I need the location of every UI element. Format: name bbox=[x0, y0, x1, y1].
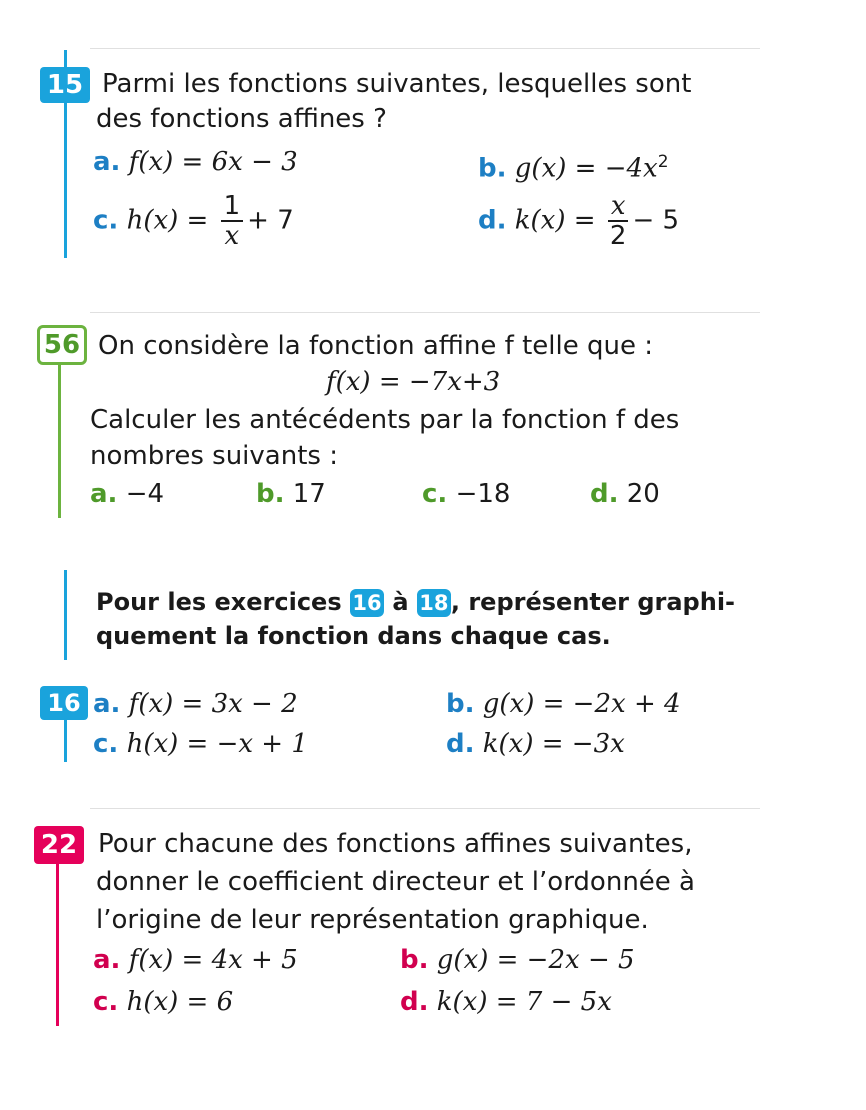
item-value: −4 bbox=[125, 479, 165, 509]
intro-line1 bbox=[96, 586, 735, 618]
ex15-item-b bbox=[478, 146, 669, 185]
ex16-number-badge: 16 bbox=[40, 686, 88, 720]
item-value: −18 bbox=[455, 479, 511, 509]
function-rhs: 6x − 3 bbox=[211, 147, 298, 177]
ex22-statement-line3: l’origine de leur représentation graphique. bbox=[96, 905, 649, 935]
item-letter: b. bbox=[478, 153, 507, 184]
fraction-numerator: x bbox=[608, 192, 629, 222]
function-arg: (x) bbox=[138, 147, 174, 177]
function-name: h bbox=[126, 729, 144, 759]
ex15-statement-line1: Parmi les fonctions suivantes, lesquelles sont bbox=[102, 69, 692, 99]
function-arg: (x) bbox=[143, 205, 179, 236]
ex22-statement-line1: Pour chacune des fonctions affines suivantes, bbox=[98, 829, 693, 859]
ex22-statement-line2: donner le coefficient directeur et l’ordonnée à bbox=[96, 867, 695, 897]
item-letter: d. bbox=[446, 729, 475, 759]
function-expression: (x) = 6 bbox=[143, 987, 234, 1017]
ex56-formula: f(x) = −7x+3 bbox=[326, 367, 501, 397]
ex56-statement-line3: nombres suivants : bbox=[90, 441, 338, 471]
function-expression: (x) = 4x + 5 bbox=[138, 945, 298, 975]
ex56-margin-bar bbox=[58, 350, 61, 518]
item-letter: c. bbox=[93, 205, 119, 236]
function-arg: (x) bbox=[530, 205, 566, 236]
item-letter: c. bbox=[93, 729, 119, 759]
function-expression: (x) = 3x − 2 bbox=[138, 689, 298, 719]
ex56-item-d bbox=[590, 478, 660, 510]
ex56-statement-line2: Calculer les antécédents par la fonction f des bbox=[90, 405, 680, 435]
function-name: g bbox=[514, 153, 532, 184]
item-letter: a. bbox=[93, 945, 121, 975]
ex56-item-a bbox=[90, 478, 164, 510]
ex56-item-b bbox=[256, 478, 326, 510]
fraction-denominator: x bbox=[224, 221, 240, 251]
item-letter: c. bbox=[93, 987, 119, 1017]
ex15-item-a bbox=[93, 146, 298, 178]
function-tail: + 7 bbox=[247, 205, 294, 236]
separator-22 bbox=[90, 808, 760, 809]
fraction bbox=[221, 192, 244, 250]
function-tail: − 5 bbox=[632, 205, 680, 236]
function-expression: (x) = −x + 1 bbox=[143, 729, 308, 759]
function-name: g bbox=[436, 945, 454, 975]
function-name: k bbox=[514, 205, 531, 236]
equals: = bbox=[178, 205, 217, 236]
equals: = bbox=[566, 153, 605, 184]
function-name: h bbox=[126, 205, 144, 236]
item-letter: b. bbox=[446, 689, 475, 719]
intro-margin-bar bbox=[64, 570, 67, 660]
function-expression: (x) = −2x + 4 bbox=[499, 689, 681, 719]
ex15-item-d bbox=[478, 192, 679, 250]
ex22-item-c bbox=[93, 986, 233, 1018]
ex22-item-b bbox=[400, 944, 635, 976]
ex22-item-a bbox=[93, 944, 298, 976]
separator-top bbox=[90, 48, 760, 49]
function-name: h bbox=[126, 987, 144, 1017]
intro-text-2: à bbox=[383, 588, 417, 616]
item-letter: d. bbox=[478, 205, 507, 236]
function-name: f bbox=[128, 689, 139, 719]
intro-badge-18: 18 bbox=[417, 589, 451, 617]
function-rhs: −4x bbox=[604, 153, 658, 184]
function-arg: (x) bbox=[531, 153, 567, 184]
item-letter: b. bbox=[256, 479, 285, 509]
ex15-number-badge: 15 bbox=[40, 67, 90, 103]
intro-text-3: , représenter graphi- bbox=[450, 588, 736, 616]
equals: = bbox=[565, 205, 604, 236]
function-expression: (x) = −2x − 5 bbox=[453, 945, 635, 975]
item-letter: b. bbox=[400, 945, 429, 975]
fraction bbox=[608, 192, 629, 250]
ex22-margin-bar bbox=[56, 850, 59, 1026]
item-letter: a. bbox=[93, 689, 121, 719]
item-letter: d. bbox=[400, 987, 429, 1017]
item-letter: c. bbox=[422, 479, 448, 509]
fraction-denominator: 2 bbox=[609, 221, 627, 251]
ex16-item-a bbox=[93, 688, 298, 720]
function-name: f bbox=[128, 147, 139, 177]
ex56-statement-line1: On considère la fonction affine f telle que : bbox=[98, 331, 653, 361]
fraction-numerator: 1 bbox=[221, 192, 244, 222]
intro-badge-16: 16 bbox=[350, 589, 384, 617]
ex15-item-c bbox=[93, 192, 294, 250]
ex16-item-d bbox=[446, 728, 625, 760]
function-name: k bbox=[436, 987, 453, 1017]
ex16-item-c bbox=[93, 728, 308, 760]
item-letter: d. bbox=[590, 479, 619, 509]
function-name: k bbox=[482, 729, 499, 759]
ex56-item-c bbox=[422, 478, 510, 510]
exponent: 2 bbox=[657, 152, 669, 172]
item-letter: a. bbox=[93, 147, 121, 177]
function-expression: (x) = 7 − 5x bbox=[452, 987, 612, 1017]
separator-56 bbox=[90, 312, 760, 313]
ex15-statement-line2: des fonctions affines ? bbox=[96, 104, 387, 134]
equals: = bbox=[173, 147, 212, 177]
item-value: 20 bbox=[626, 479, 660, 509]
intro-line2: quement la fonction dans chaque cas. bbox=[96, 622, 611, 650]
ex22-item-d bbox=[400, 986, 612, 1018]
ex16-item-b bbox=[446, 688, 681, 720]
ex56-number-badge: 56 bbox=[37, 325, 87, 365]
function-expression: (x) = −3x bbox=[498, 729, 625, 759]
intro-text-1: Pour les exercices bbox=[96, 588, 350, 616]
item-value: 17 bbox=[292, 479, 326, 509]
ex22-number-badge: 22 bbox=[34, 826, 84, 864]
function-name: g bbox=[482, 689, 500, 719]
function-name: f bbox=[128, 945, 139, 975]
item-letter: a. bbox=[90, 479, 118, 509]
